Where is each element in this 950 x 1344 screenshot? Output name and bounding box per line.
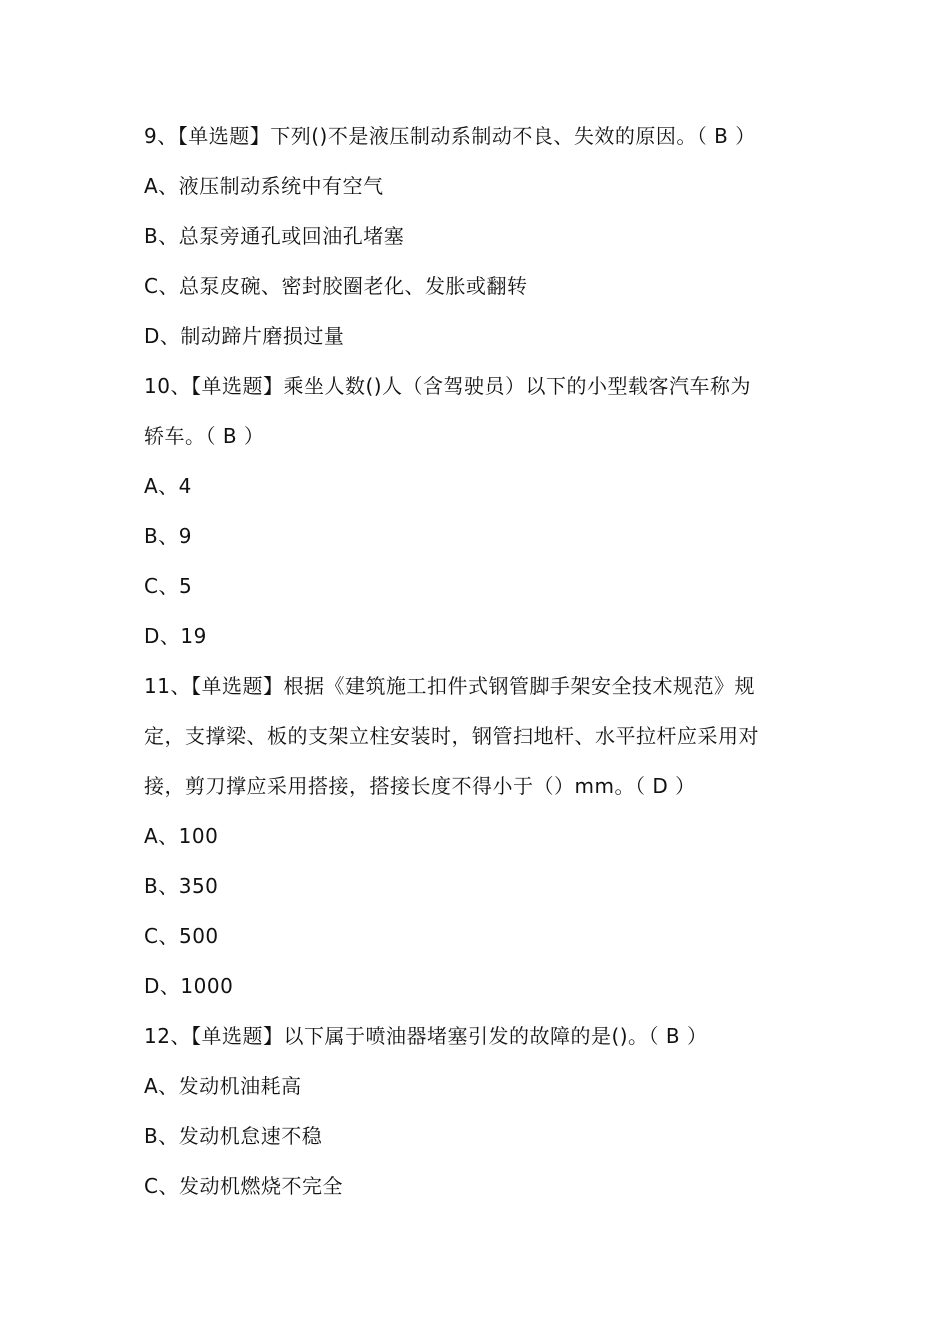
question-12-text: 12、【单选题】以下属于喷油器堵塞引发的故障的是()。（ B ） [144,1024,708,1048]
question-10-text-line-1: 10、【单选题】乘坐人数()人（含驾驶员）以下的小型载客汽车称为 [144,374,752,398]
question-11-option-c: C、500 [144,924,219,948]
question-9-text: 9、【单选题】下列()不是液压制动系制动不良、失效的原因。（ B ） [144,124,756,148]
question-12-option-c: C、发动机燃烧不完全 [144,1174,343,1198]
question-9-option-d: D、制动蹄片磨损过量 [144,324,345,348]
question-9-option-c: C、总泵皮碗、密封胶圈老化、发胀或翻转 [144,274,528,298]
question-11-text-line-3: 接，剪刀撑应采用搭接，搭接长度不得小于（）mm。（ D ） [144,774,696,798]
question-10-option-b: B、9 [144,524,192,548]
question-11-option-a: A、100 [144,824,219,848]
question-9-option-a: A、液压制动系统中有空气 [144,174,384,198]
question-11-option-d: D、1000 [144,974,234,998]
question-11-text-line-2: 定，支撑梁、板的支架立柱安装时，钢管扫地杆、水平拉杆应采用对 [144,724,759,748]
question-10-option-c: C、5 [144,574,193,598]
question-12-option-b: B、发动机怠速不稳 [144,1124,323,1148]
question-11-text-line-1: 11、【单选题】根据《建筑施工扣件式钢管脚手架安全技术规范》规 [144,674,755,698]
question-9-option-b: B、总泵旁通孔或回油孔堵塞 [144,224,405,248]
question-11-option-b: B、350 [144,874,219,898]
question-12-option-a: A、发动机油耗高 [144,1074,302,1098]
question-10-text-line-2: 轿车。（ B ） [144,424,265,448]
question-10-option-d: D、19 [144,624,207,648]
question-10-option-a: A、4 [144,474,192,498]
question-list [144,111,814,1211]
